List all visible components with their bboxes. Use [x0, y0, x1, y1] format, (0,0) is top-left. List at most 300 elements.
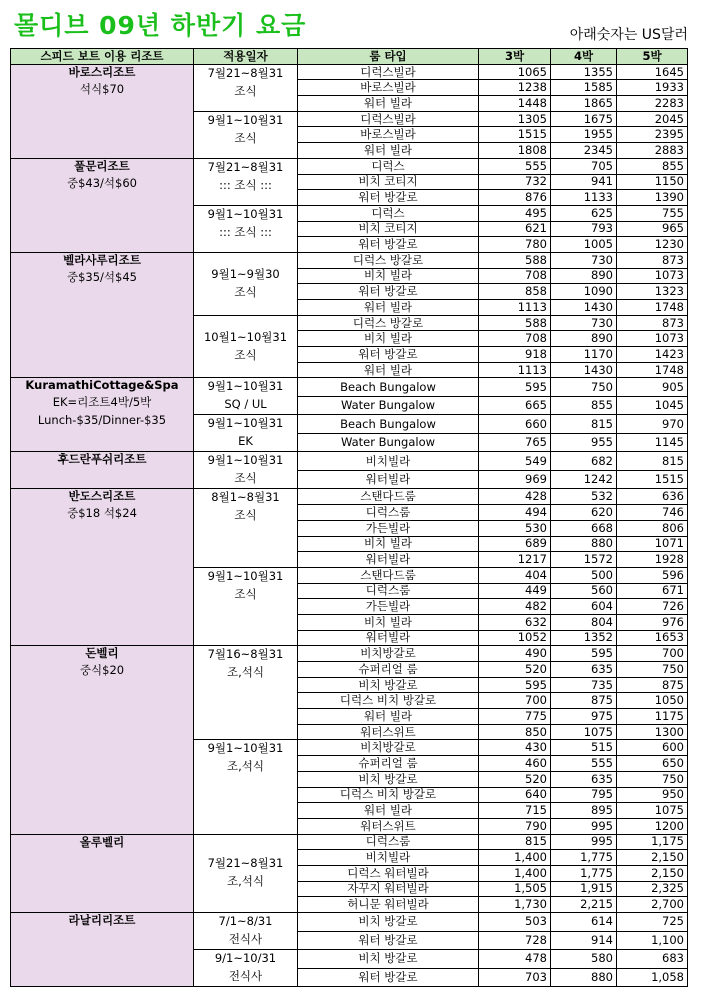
room-type: 비치 코티지: [298, 174, 479, 190]
room-type: 비치 방갈로: [298, 677, 479, 693]
rate-3-nights: 728: [479, 931, 551, 950]
rate-4-nights: 890: [551, 331, 617, 347]
header-3-nights: 3박: [479, 49, 551, 65]
room-type: Water Bungalow: [298, 396, 479, 415]
header-room-type: 룸 타입: [298, 49, 479, 65]
rate-5-nights: 2883: [617, 143, 688, 159]
rate-5-nights: 970: [617, 415, 688, 434]
rate-5-nights: 2045: [617, 111, 688, 127]
rate-3-nights: 530: [479, 520, 551, 536]
room-type: 슈퍼리얼 룸: [298, 756, 479, 772]
rate-4-nights: 560: [551, 583, 617, 599]
rate-3-nights: 520: [479, 662, 551, 678]
rate-4-nights: 1585: [551, 80, 617, 96]
rate-3-nights: 640: [479, 787, 551, 803]
resort-cell: [11, 64, 194, 158]
rate-3-nights: 665: [479, 396, 551, 415]
currency-note: 아래숫자는 US달러: [569, 27, 688, 43]
resort-cell: [11, 646, 194, 834]
room-type: 디럭스 방갈로: [298, 252, 479, 268]
period-meal: 조식: [234, 83, 257, 98]
rate-3-nights: 460: [479, 756, 551, 772]
period-date: 7월21~8월31: [207, 159, 284, 174]
rate-4-nights: 1,775: [551, 850, 617, 866]
rate-5-nights: 1928: [617, 552, 688, 568]
room-type: 비치 빌라: [298, 331, 479, 347]
rate-4-nights: 705: [551, 158, 617, 174]
rate-4-nights: 941: [551, 174, 617, 190]
resort-name: 벨라사루리조트: [63, 252, 141, 267]
room-type: 워터 방갈로: [298, 190, 479, 206]
room-type: 워터스위트: [298, 724, 479, 740]
rate-4-nights: 995: [551, 834, 617, 850]
period-meal: 조식: [234, 284, 257, 299]
rate-3-nights: 1065: [479, 64, 551, 80]
period-date: 7월21~8월31: [207, 856, 284, 871]
rate-4-nights: 855: [551, 396, 617, 415]
rate-4-nights: 730: [551, 315, 617, 331]
rate-3-nights: 732: [479, 174, 551, 190]
room-type: 워터 빌라: [298, 300, 479, 316]
rate-4-nights: 580: [551, 950, 617, 969]
period-meal: ::: 조식 :::: [219, 177, 272, 192]
rate-4-nights: 614: [551, 913, 617, 932]
room-type: 워터 방갈로: [298, 931, 479, 950]
period-date: 9월1~10월31: [207, 416, 284, 431]
room-type: 디럭스룸: [298, 834, 479, 850]
rate-4-nights: 635: [551, 771, 617, 787]
room-type: Beach Bungalow: [298, 378, 479, 397]
resort-cell: [11, 158, 194, 252]
rate-5-nights: 683: [617, 950, 688, 969]
resort-note: Lunch-$35/Dinner-$35: [37, 413, 167, 428]
rate-5-nights: 905: [617, 378, 688, 397]
rate-5-nights: 815: [617, 452, 688, 471]
rate-3-nights: 555: [479, 158, 551, 174]
rate-5-nights: 725: [617, 913, 688, 932]
rate-4-nights: 793: [551, 221, 617, 237]
period-meal: 조,석식: [227, 874, 264, 889]
room-type: 디럭스룸: [298, 505, 479, 521]
room-type: 허니문 워터빌라: [298, 897, 479, 913]
table-row: [11, 646, 688, 662]
period-cell: [194, 315, 298, 378]
period-meal: 조식: [234, 347, 257, 362]
rate-5-nights: 1075: [617, 803, 688, 819]
header-period: 적용일자: [194, 49, 298, 65]
rate-3-nights: 850: [479, 724, 551, 740]
resort-name: 풀문리조트: [74, 158, 130, 173]
rate-3-nights: 1238: [479, 80, 551, 96]
rate-5-nights: 855: [617, 158, 688, 174]
rate-3-nights: 1,400: [479, 865, 551, 881]
resort-note: 중$35/석$45: [67, 269, 137, 284]
rate-4-nights: 750: [551, 378, 617, 397]
room-type: Beach Bungalow: [298, 415, 479, 434]
table-row: [11, 378, 688, 397]
period-cell: [194, 252, 298, 315]
rate-4-nights: 1005: [551, 237, 617, 253]
rate-4-nights: 880: [551, 536, 617, 552]
rate-5-nights: 726: [617, 599, 688, 615]
rate-4-nights: 1,775: [551, 865, 617, 881]
rate-4-nights: 555: [551, 756, 617, 772]
room-type: 워터빌라: [298, 552, 479, 568]
rate-3-nights: 780: [479, 237, 551, 253]
period-date: 9월1~10월31: [207, 379, 284, 394]
rate-5-nights: 875: [617, 677, 688, 693]
room-type: 워터 빌라: [298, 803, 479, 819]
rate-5-nights: 1645: [617, 64, 688, 80]
rate-4-nights: 1865: [551, 96, 617, 112]
period-cell: [194, 567, 298, 645]
rate-5-nights: 976: [617, 614, 688, 630]
rate-5-nights: 1515: [617, 470, 688, 489]
room-type: 디럭스 비치 방갈로: [298, 787, 479, 803]
rate-5-nights: 1323: [617, 284, 688, 300]
room-type: 디럭스룸: [298, 583, 479, 599]
rate-4-nights: 1090: [551, 284, 617, 300]
rate-4-nights: 1242: [551, 470, 617, 489]
rate-5-nights: 1748: [617, 300, 688, 316]
rate-4-nights: 1430: [551, 362, 617, 378]
rate-4-nights: 1133: [551, 190, 617, 206]
room-type: 비치 방갈로: [298, 950, 479, 969]
resort-name: 반도스리조트: [68, 489, 136, 504]
resort-name: 라날리리조트: [68, 913, 136, 927]
rate-4-nights: 2,215: [551, 897, 617, 913]
rate-4-nights: 1170: [551, 347, 617, 363]
rate-3-nights: 660: [479, 415, 551, 434]
rate-5-nights: 1200: [617, 818, 688, 834]
rate-table: [10, 48, 688, 987]
rate-4-nights: 2345: [551, 143, 617, 159]
period-cell: [194, 415, 298, 452]
table-row: [11, 252, 688, 268]
rate-3-nights: 775: [479, 709, 551, 725]
resort-note: 중$43/석$60: [67, 175, 137, 190]
rate-4-nights: 515: [551, 740, 617, 756]
room-type: 워터빌라: [298, 470, 479, 489]
room-type: 워터빌라: [298, 630, 479, 646]
rate-5-nights: 1300: [617, 724, 688, 740]
header-resort: 스피드 보트 이용 리조트: [11, 49, 194, 65]
rate-3-nights: 1,505: [479, 881, 551, 897]
rate-3-nights: 1808: [479, 143, 551, 159]
room-type: 워터 방갈로: [298, 284, 479, 300]
period-cell: [194, 646, 298, 740]
rate-4-nights: 975: [551, 709, 617, 725]
period-cell: [194, 64, 298, 111]
rate-3-nights: 588: [479, 315, 551, 331]
room-type: 바로스빌라: [298, 80, 479, 96]
room-type: 비치 빌라: [298, 536, 479, 552]
rate-4-nights: 804: [551, 614, 617, 630]
rate-3-nights: 700: [479, 693, 551, 709]
period-cell: [194, 111, 298, 158]
rate-5-nights: 965: [617, 221, 688, 237]
rate-3-nights: 689: [479, 536, 551, 552]
period-cell: [194, 489, 298, 567]
room-type: 디럭스: [298, 158, 479, 174]
period-meal: 전식사: [228, 969, 263, 983]
rate-5-nights: 1071: [617, 536, 688, 552]
header-5-nights: 5박: [617, 49, 688, 65]
resort-name: 바로스리조트: [68, 64, 136, 79]
resort-name: 후드란푸쉬리조트: [57, 452, 147, 467]
rate-5-nights: 746: [617, 505, 688, 521]
rate-4-nights: 604: [551, 599, 617, 615]
period-meal: 조식: [234, 508, 257, 523]
rate-3-nights: 918: [479, 347, 551, 363]
period-date: 8월1~8월31: [211, 490, 280, 505]
rate-4-nights: 1075: [551, 724, 617, 740]
rate-4-nights: 1352: [551, 630, 617, 646]
rate-3-nights: 876: [479, 190, 551, 206]
table-row: [11, 489, 688, 505]
rate-3-nights: 478: [479, 950, 551, 969]
period-date: 9/1~10/31: [214, 951, 277, 965]
rate-5-nights: 1423: [617, 347, 688, 363]
room-type: 워터 빌라: [298, 709, 479, 725]
period-date: 9월1~10월31: [207, 112, 284, 127]
period-cell: [194, 158, 298, 205]
rate-3-nights: 708: [479, 268, 551, 284]
room-type: 디럭스 방갈로: [298, 315, 479, 331]
rate-5-nights: 671: [617, 583, 688, 599]
period-date: 9월1~10월31: [207, 206, 284, 221]
rate-3-nights: 765: [479, 433, 551, 452]
rate-3-nights: 1448: [479, 96, 551, 112]
period-meal: SQ / UL: [224, 397, 267, 412]
room-type: 스탠다드룸: [298, 567, 479, 583]
resort-cell: [11, 913, 194, 987]
period-cell: [194, 205, 298, 252]
rate-3-nights: 1113: [479, 300, 551, 316]
table-row: [11, 452, 688, 471]
rate-5-nights: 750: [617, 771, 688, 787]
rate-3-nights: 815: [479, 834, 551, 850]
rate-3-nights: 595: [479, 677, 551, 693]
rate-5-nights: 1,175: [617, 834, 688, 850]
header-4-nights: 4박: [551, 49, 617, 65]
room-type: 자꾸지 워터빌라: [298, 881, 479, 897]
rate-5-nights: 600: [617, 740, 688, 756]
room-type: 비치빌라: [298, 850, 479, 866]
resort-cell: [11, 378, 194, 452]
rate-4-nights: 500: [551, 567, 617, 583]
resort-cell: [11, 252, 194, 378]
room-type: 바로스빌라: [298, 127, 479, 143]
period-date: 7월21~8월31: [207, 65, 284, 80]
resort-cell: [11, 834, 194, 912]
rate-4-nights: 1355: [551, 64, 617, 80]
period-meal: 조,석식: [227, 759, 264, 774]
rate-4-nights: 1,915: [551, 881, 617, 897]
rate-3-nights: 1,400: [479, 850, 551, 866]
rate-4-nights: 895: [551, 803, 617, 819]
rate-5-nights: 2283: [617, 96, 688, 112]
room-type: 디럭스 비치 방갈로: [298, 693, 479, 709]
rate-5-nights: 2,325: [617, 881, 688, 897]
room-type: 슈퍼리얼 룸: [298, 662, 479, 678]
rate-4-nights: 735: [551, 677, 617, 693]
rate-4-nights: 635: [551, 662, 617, 678]
rate-3-nights: 790: [479, 818, 551, 834]
rate-3-nights: 520: [479, 771, 551, 787]
rate-3-nights: 494: [479, 505, 551, 521]
room-type: 디럭스: [298, 205, 479, 221]
rate-3-nights: 858: [479, 284, 551, 300]
rate-5-nights: 2,700: [617, 897, 688, 913]
period-meal: 조식: [234, 130, 257, 145]
resort-cell: [11, 452, 194, 489]
rate-4-nights: 620: [551, 505, 617, 521]
rate-5-nights: 1,100: [617, 931, 688, 950]
room-type: 워터 방갈로: [298, 968, 479, 987]
rate-4-nights: 730: [551, 252, 617, 268]
rate-5-nights: 1145: [617, 433, 688, 452]
table-row: [11, 64, 688, 80]
period-cell: [194, 913, 298, 950]
rate-5-nights: 1073: [617, 331, 688, 347]
room-type: 스탠다드룸: [298, 489, 479, 505]
room-type: 디럭스빌라: [298, 64, 479, 80]
room-type: 디럭스빌라: [298, 111, 479, 127]
rate-4-nights: 995: [551, 818, 617, 834]
rate-4-nights: 890: [551, 268, 617, 284]
rate-3-nights: 404: [479, 567, 551, 583]
rate-4-nights: 1675: [551, 111, 617, 127]
rate-3-nights: 1515: [479, 127, 551, 143]
period-date: 9월1~10월31: [207, 741, 284, 756]
period-cell: [194, 834, 298, 912]
rate-5-nights: 950: [617, 787, 688, 803]
resort-name: 올루벨리: [79, 834, 125, 849]
period-cell: [194, 378, 298, 415]
period-meal: 조식: [234, 586, 257, 601]
rate-5-nights: 2,150: [617, 865, 688, 881]
period-meal: 전식사: [228, 932, 263, 946]
rate-5-nights: 873: [617, 252, 688, 268]
period-meal: EK: [238, 434, 253, 449]
rate-5-nights: 1045: [617, 396, 688, 415]
rate-3-nights: 490: [479, 646, 551, 662]
room-type: 워터 빌라: [298, 362, 479, 378]
resort-name: 돈벨리: [85, 646, 119, 661]
room-type: 비치빌라: [298, 452, 479, 471]
rate-4-nights: 955: [551, 433, 617, 452]
rate-5-nights: 1,058: [617, 968, 688, 987]
rate-5-nights: 2395: [617, 127, 688, 143]
resort-cell: [11, 489, 194, 646]
rate-5-nights: 700: [617, 646, 688, 662]
rate-4-nights: 625: [551, 205, 617, 221]
period-meal: 조식: [234, 471, 257, 486]
room-type: 비치방갈로: [298, 740, 479, 756]
rate-3-nights: 449: [479, 583, 551, 599]
header-row: [11, 49, 688, 65]
room-type: 워터 빌라: [298, 143, 479, 159]
rate-4-nights: 532: [551, 489, 617, 505]
rate-4-nights: 914: [551, 931, 617, 950]
rate-4-nights: 795: [551, 787, 617, 803]
rate-5-nights: 1230: [617, 237, 688, 253]
rate-5-nights: 596: [617, 567, 688, 583]
resort-note: 석식$70: [79, 81, 125, 96]
rate-3-nights: 588: [479, 252, 551, 268]
rate-4-nights: 595: [551, 646, 617, 662]
rate-3-nights: 621: [479, 221, 551, 237]
table-row: [11, 913, 688, 932]
rate-4-nights: 682: [551, 452, 617, 471]
room-type: 비치 코티지: [298, 221, 479, 237]
rate-5-nights: 1653: [617, 630, 688, 646]
rate-3-nights: 495: [479, 205, 551, 221]
table-row: [11, 834, 688, 850]
page-title: 몰디브 09년 하반기 요금: [14, 11, 307, 40]
rate-4-nights: 1955: [551, 127, 617, 143]
rate-3-nights: 549: [479, 452, 551, 471]
rate-3-nights: 482: [479, 599, 551, 615]
room-type: 비치 방갈로: [298, 913, 479, 932]
room-type: 워터 방갈로: [298, 237, 479, 253]
period-date: 7/1~8/31: [218, 914, 273, 928]
resort-note: EK=리조트4박/5박: [52, 395, 152, 410]
rate-5-nights: 1748: [617, 362, 688, 378]
period-date: 7월16~8월31: [207, 647, 284, 662]
room-type: 비치 빌라: [298, 614, 479, 630]
rate-3-nights: 632: [479, 614, 551, 630]
room-type: 비치방갈로: [298, 646, 479, 662]
room-type: 비치 빌라: [298, 268, 479, 284]
rate-5-nights: 1050: [617, 693, 688, 709]
room-type: Water Bungalow: [298, 433, 479, 452]
room-type: 디럭스 워터빌라: [298, 865, 479, 881]
resort-note: 중$18 석$24: [67, 506, 137, 521]
resort-name: KuramathiCottage&Spa: [25, 378, 179, 393]
period-cell: [194, 452, 298, 489]
rate-4-nights: 1572: [551, 552, 617, 568]
table-row: [11, 158, 688, 174]
rate-3-nights: 715: [479, 803, 551, 819]
rate-4-nights: 815: [551, 415, 617, 434]
rate-5-nights: 1150: [617, 174, 688, 190]
period-meal: ::: 조식 :::: [219, 224, 272, 239]
rate-5-nights: 750: [617, 662, 688, 678]
rate-5-nights: 1073: [617, 268, 688, 284]
rate-table-body: [11, 64, 688, 986]
rate-5-nights: 806: [617, 520, 688, 536]
period-date: 10월1~10월31: [203, 329, 288, 344]
rate-3-nights: 1,730: [479, 897, 551, 913]
rate-3-nights: 1305: [479, 111, 551, 127]
rate-3-nights: 595: [479, 378, 551, 397]
rate-4-nights: 668: [551, 520, 617, 536]
period-date: 9월1~10월31: [207, 453, 284, 468]
room-type: 가든빌라: [298, 599, 479, 615]
rate-5-nights: 1175: [617, 709, 688, 725]
rate-4-nights: 875: [551, 693, 617, 709]
rate-5-nights: 1390: [617, 190, 688, 206]
room-type: 가든빌라: [298, 520, 479, 536]
rate-5-nights: 873: [617, 315, 688, 331]
rate-3-nights: 703: [479, 968, 551, 987]
rate-3-nights: 503: [479, 913, 551, 932]
room-type: 비치 방갈로: [298, 771, 479, 787]
rate-4-nights: 1430: [551, 300, 617, 316]
rate-3-nights: 969: [479, 470, 551, 489]
